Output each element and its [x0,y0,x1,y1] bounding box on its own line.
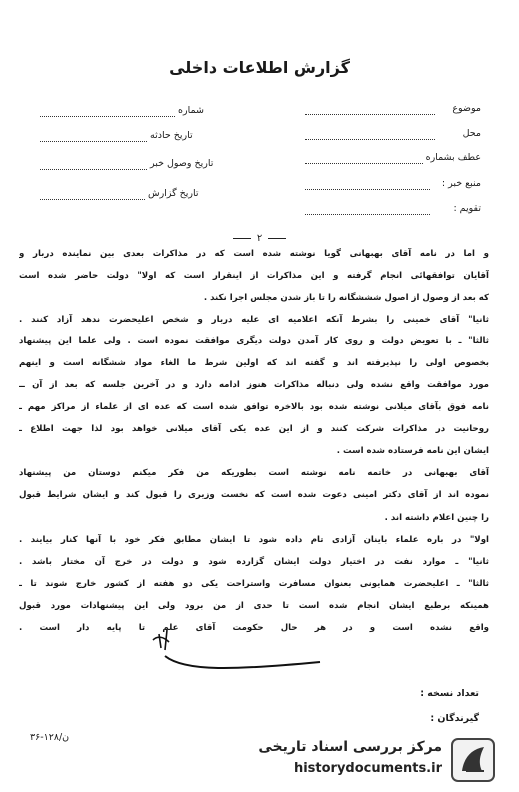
body-line: را چنین اعلام داشته اند . [384,513,489,523]
body-line: ثالثا" ـ اعلیحضرت همایونی بعنوان مسافرت واستراحت یکی دو هفته از کشور خارج شوند تا ـ [19,579,489,589]
field-report-date-line [40,199,145,200]
field-reference-label: عطف بشماره [425,152,481,163]
body-line: آقایان توافقهائی انجام گرفته و این مذاکرات از اینقرار است که اولا" دولت حاضر شده است [19,271,489,281]
body-line: ایشان این نامه فرستاده شده است . [336,446,489,456]
body-line: مورد موافقت واقع نشده ولی دنباله مذاکرات هنوز ادامه دارد و در آخرین جلسه که بعد از آن ــ [19,380,489,390]
field-report-date-label: تاریخ گزارش [148,188,199,199]
recipients-label: گیرندگان : [430,713,479,724]
field-location-line [305,139,435,140]
field-reference-line [305,163,423,164]
field-subject-label: موضوع [452,103,481,114]
document-number: ۳۶-۱۲۸/ن [30,732,70,743]
body-line: که بعد از وصول از اصول شششگانه را تا باز شدن مجلس اجرا نکند . [203,293,489,303]
field-news-receipt-date-line [40,169,147,170]
body-line: بخصوص اولی را نپذیرفته اند و گفته اند که اولین شرط ما الغاء مواد ششگانه است و اینهم [19,358,489,368]
body-line: اولا" در باره علماء باینان آزادی تام داده شود تا ایشان مطابق فکر خود با آنها کنار بیایند . [19,535,489,545]
field-calendar-line [305,214,430,215]
field-incident-date-label: تاریخ حادثه [150,130,193,141]
archive-watermark [232,731,502,789]
body-line: و اما در نامه آقای بهبهانی گویا نوشته شده است که در مذاکرات بعدی بین نماینده دربار و [19,249,489,259]
field-number-label: شماره [178,105,204,116]
field-calendar-label: تقویم : [453,203,481,214]
field-subject-line [305,114,435,115]
body-line: همینکه برطبع ایشان انجام شده است تا حدی از من برود ولی این پیشنهادات مورد قبول [19,601,489,611]
body-line: ثانیا" ـ موارد نفت در اختیار دولت ایشان گزارده شود و دولت در خرج آن مختار باشد . [19,557,489,567]
handwritten-signature [145,626,325,676]
copies-label: تعداد نسخه : [420,688,479,699]
body-line: ثالثا" ـ با تعویض دولت و روی کار آمدن دولت دیگری موافقت نموده است . ولی علما این پیشنهاد [19,336,489,346]
field-news-source-label: منبع خبر : [441,178,481,189]
field-incident-date-line [40,141,147,142]
page-number-value: ۲ [256,233,263,244]
field-number-line [40,116,175,117]
body-line: واقع نشده است و در هر حال حکومت آقای علم تا پایه دار است . [19,623,489,633]
document-title: گزارش اطلاعات داخلی [169,58,350,77]
field-news-source-line [305,189,430,190]
body-line: روحانیت در مذاکرات شرکت کنند و از این عده یکی آقای میلانی خواهد بود لذا جهت اطلاع ـ [19,424,489,434]
watermark-title: مرکز بررسی اسناد تاریخی [258,739,442,755]
field-news-receipt-date-label: تاریخ وصول خبر [150,158,214,169]
body-line: نامه فوق بآقای میلانی نوشته شده بود بالاخره توافق شده است که عده ای از علماء از مراکز مهم ـ [19,402,489,412]
archive-logo-icon [450,737,496,783]
field-location-label: محل [462,128,481,139]
page-number [0,233,519,244]
body-line: آقای بهبهانی در خاتمه نامه نوشته است بطوریکه من فکر میکنم دوستان من پیشنهاد [19,468,489,478]
watermark-url: historydocuments.ir [293,761,442,776]
body-line: ثانیا" آقای خمینی را بشرط آنکه اعلامیه ای علیه دربار و شخص اعلیحضرت ندهد آزاد کنند . [19,315,489,325]
body-line: نموده اند از آقای دکتر امینی دعوت شده است که نخست وزیری را قبول کند و ایشان شرایط قبول [19,490,489,500]
